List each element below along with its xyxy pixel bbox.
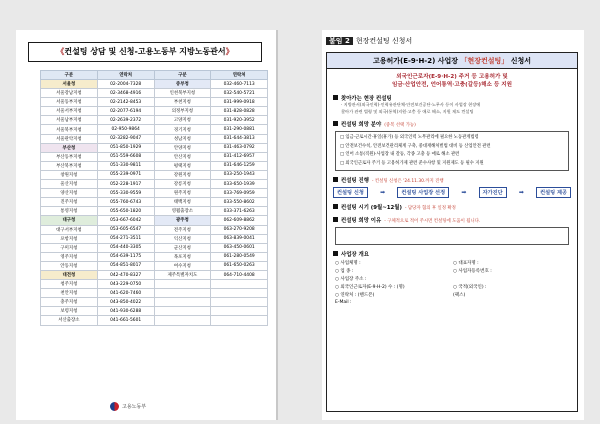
office-phone-cell: 043-229-0750 [97,280,154,289]
office-name-cell: 서울북부지청 [41,125,98,134]
office-name-cell [154,316,211,325]
attachment-title: 현장컨설팅 신청서 [355,37,413,45]
choice-checkbox[interactable]: □ 외국인근로자 주거 등 고용허가제 관련 준수사항 및 지원제도 등 필수 지원 [340,160,484,166]
office-name-cell [154,280,211,289]
office-name-cell: 강릉지청 [154,180,211,189]
office-name-cell: 성남지청 [154,134,211,143]
office-phone-cell: 032-460-7113 [211,80,268,89]
office-phone-cell: 061-280-0549 [211,252,268,261]
section-note: - 구체적으로 적어 주시면 컨설팅에 도움이 됩니다. [384,219,481,224]
table-row [41,189,268,198]
body-line: 찾아가 관련 법령 및 외국(통역)지원·고충 등 애로 해소, 지원 제도 컨설팅 [341,108,474,114]
table-row [41,270,268,279]
square-bullet-icon [333,204,338,209]
square-bullet-icon [333,121,338,126]
section-note: (중복 선택 가능) [384,123,416,128]
square-bullet-icon [333,251,338,256]
office-phone-cell: 041-930-6288 [97,307,154,316]
office-phone-cell: 031-412-6957 [211,152,268,161]
office-phone-cell [211,307,268,316]
office-name-cell: 울산지청 [41,180,98,189]
office-phone-cell: 02-3468-4916 [97,89,154,98]
header-phone: 연락처 [97,71,154,80]
info-row [335,276,571,284]
moel-logo [110,401,180,413]
office-phone-cell [211,316,268,325]
office-phone-cell: 063-450-0601 [211,243,268,252]
office-phone-cell [211,289,268,298]
offices-title [28,42,262,62]
info-field[interactable] [453,276,571,284]
flow-step: 자가진단 [479,187,507,198]
section-label: 컨설팅 희망 이유 [341,218,382,224]
office-phone-cell: 031-999-0918 [211,98,268,107]
info-field[interactable]: E-Mail : [335,300,352,305]
office-name-cell: 부산동부지청 [41,152,98,161]
office-name-cell: 포항지청 [41,234,98,243]
info-row [335,268,571,276]
info-field[interactable]: ○ 대표자명 : [453,261,479,266]
office-phone-cell: 052-228-1917 [97,180,154,189]
choice-list [335,131,569,171]
office-phone-cell: 02-3282-9047 [97,134,154,143]
office-phone-cell [211,298,268,307]
section-header [333,94,577,102]
office-name-cell: 안산지청 [154,152,211,161]
title-mark-close: 》 [225,47,234,56]
section-header [333,203,577,211]
office-name-cell [154,289,211,298]
title-mark-open: 《 [56,47,65,56]
table-row [41,170,268,179]
office-name-cell: 통영지청 [41,207,98,216]
section-note: - 담당자 협의 후 일정 확정 [404,206,456,211]
office-name-cell: 청주지청 [41,280,98,289]
info-field[interactable]: (팩스) [453,293,466,298]
form-title [327,53,577,69]
office-phone-cell: 031-646-1259 [211,161,268,170]
office-phone-cell: 031-920-3952 [211,116,268,125]
office-name-cell: 구미지청 [41,243,98,252]
office-phone-cell: 042-470-8327 [97,270,154,279]
flow-step: 컨설팅 사업장 선정 [397,187,449,198]
process-flow [333,187,571,198]
office-phone-cell: 063-839-0041 [211,234,268,243]
office-name-cell: 평택지청 [154,161,211,170]
office-phone-cell: 02-2142-8453 [97,98,154,107]
table-row [41,316,268,325]
office-name-cell: 충주지청 [41,298,98,307]
moel-seal-icon [110,402,119,411]
arrow-right-icon: ➡ [461,189,467,196]
table-row [41,289,268,298]
table-row [41,80,268,89]
office-phone-cell: 054-271-3511 [97,234,154,243]
choice-checkbox[interactable]: □ 안전보건수칙, 안전보건관리체계 구축, 중대재해처벌법 대비 등 산업안전 관련 [340,143,491,149]
offices-table [40,70,268,326]
office-phone-cell: 054-639-1175 [97,252,154,261]
office-name-cell: 군산지청 [154,243,211,252]
office-phone-cell: 054-851-8017 [97,261,154,270]
table-row [41,161,268,170]
office-phone-cell: 033-650-1939 [211,180,268,189]
office-name-cell: 서산출장소 [41,316,98,325]
table-row [41,143,268,152]
office-name-cell: 원주지청 [154,189,211,198]
office-name-cell [154,307,211,316]
table-row [41,125,268,134]
right-page [322,30,584,420]
table-row [41,107,268,116]
section-note: - 컨설팅 신청은 '24.11.30.까지 진행 [371,179,444,184]
table-row [41,152,268,161]
section-label: 찾아가는 현장 컨설팅 [341,96,392,102]
office-phone-cell: 051-559-6608 [97,152,154,161]
office-name-cell: 양산지청 [41,189,98,198]
office-phone-cell: 033-371-6263 [211,207,268,216]
office-phone-cell: 02-2077-6194 [97,107,154,116]
reason-input[interactable] [335,227,569,245]
office-phone-cell: 033-769-0959 [211,189,268,198]
table-row [41,280,268,289]
office-name-cell: 인천북부지청 [154,89,211,98]
section-header [333,120,577,128]
office-phone-cell: 061-650-0263 [211,261,268,270]
office-name-cell: 대전청 [41,270,98,279]
choice-checkbox[interactable]: □ 임금·근로시간·휴일(휴가) 등 외국인력 노무관리에 필요한 노동관계법령 [340,135,479,140]
table-row [41,261,268,270]
office-phone-cell: 055-239-0971 [97,170,154,179]
office-name-cell: 서울서부지청 [41,107,98,116]
table-row [41,216,268,225]
office-phone-cell: 02-2639-2372 [97,116,154,125]
table-row [41,225,268,234]
office-name-cell: 대구청 [41,216,98,225]
table-row [41,180,268,189]
table-row [41,116,268,125]
office-name-cell: 영월출장소 [154,207,211,216]
office-name-cell: 안동지청 [41,261,98,270]
info-row [335,260,571,268]
office-name-cell: 안양지청 [154,143,211,152]
office-name-cell: 강원지청 [154,170,211,179]
form-title-post: 신청서 [510,57,531,65]
office-phone-cell: 051-850-1929 [97,143,154,152]
office-phone-cell: 043-850-4022 [97,298,154,307]
form-title-pre: 고용허가(E-9·H-2) 사업장 [372,57,459,65]
office-name-cell: 대구서부지청 [41,225,98,234]
table-row [41,89,268,98]
header-region: 구분 [41,71,98,80]
attachment-label [326,36,412,46]
table-row [41,234,268,243]
header-phone: 연락처 [211,71,268,80]
office-phone-cell: 053-605-6547 [97,225,154,234]
section-label: 컨설팅 시기 (9월~12월) [341,205,402,211]
square-bullet-icon [333,95,338,100]
square-bullet-icon [333,217,338,222]
office-phone-cell: 041-661-5601 [97,316,154,325]
form-subtitle [327,73,577,89]
office-name-cell: 의정부지청 [154,107,211,116]
info-field[interactable]: ○ 사업장 주소 : [335,277,367,282]
office-name-cell: 진주지청 [41,198,98,207]
company-info [335,260,571,308]
section-label: 컨설팅 희망 분야 [341,122,382,128]
office-phone-cell: 031-828-0828 [211,107,268,116]
subtitle-line: 외국인근로자(E-9·H-2) 주거 등 고용허가 및 [396,74,508,80]
info-field[interactable]: ○ 연락처 : (핸드폰) [335,293,375,298]
office-name-cell [154,298,211,307]
section-body [341,102,569,115]
section-label: 사업장 개요 [341,252,369,258]
office-phone-cell: 051-330-9811 [97,161,154,170]
arrow-right-icon: ➡ [380,189,386,196]
table-row [41,307,268,316]
left-page [16,30,278,420]
info-field[interactable]: ○ 외국인근로자(E-9·H-2) 수 : (명) [335,285,405,290]
table-row [41,198,268,207]
office-phone-cell [211,280,268,289]
table-row [41,134,268,143]
flow-step: 컨설팅 신청 [333,187,368,198]
office-phone-cell: 063-270-9208 [211,225,268,234]
office-phone-cell: 032-540-5721 [211,89,268,98]
office-name-cell: 태백지청 [154,198,211,207]
office-phone-cell: 064-710-4408 [211,270,268,279]
subtitle-line: 임금·산업안전, 언어통역·고충(갈등)해소 등 지원 [392,82,512,88]
info-field[interactable]: ○ 국적(외국인) : [453,285,487,290]
office-phone-cell: 055-330-9559 [97,189,154,198]
attachment-tag: 붙임 2 [326,37,353,45]
office-name-cell: 서울동부지청 [41,98,98,107]
office-name-cell: 영주지청 [41,252,98,261]
section-header [333,216,577,224]
office-name-cell: 고양지청 [154,116,211,125]
flow-step: 컨설팅 제공 [536,187,571,198]
office-phone-cell: 033-250-1943 [211,170,268,179]
table-row [41,298,268,307]
application-form [326,52,578,412]
office-name-cell: 중부청 [154,80,211,89]
office-name-cell: 서울강남지청 [41,89,98,98]
office-name-cell: 서울남부지청 [41,116,98,125]
arrow-right-icon: ➡ [518,189,524,196]
offices-body [41,80,268,326]
office-phone-cell: 02-2004-7328 [97,80,154,89]
form-title-quote: 「현장컨설팅」 [460,57,509,65]
office-name-cell: 익산지청 [154,234,211,243]
section-header [333,176,577,184]
office-name-cell: 전주지청 [154,225,211,234]
office-name-cell: 제주특별자치도 [154,270,211,279]
section-label: 컨설팅 진행 [341,178,369,184]
office-name-cell: 광주청 [154,216,211,225]
office-name-cell: 보령지청 [41,307,98,316]
square-bullet-icon [333,177,338,182]
office-phone-cell: 031-290-0881 [211,125,268,134]
office-name-cell: 서울청 [41,80,98,89]
section-header [333,250,577,258]
office-phone-cell: 041-620-7460 [97,289,154,298]
office-phone-cell: 055-760-6743 [97,198,154,207]
info-row [335,292,571,300]
info-row [335,284,571,292]
choice-checkbox[interactable]: □ 언어 소통(직원)·사업장 내 갈등, 각종 고충 등 애로 해소 관련 [340,152,460,157]
info-field[interactable]: ○ 업 종 : [335,269,354,274]
logo-text: 고용노동부 [122,404,147,410]
office-phone-cell: 055-650-1820 [97,207,154,216]
office-name-cell: 경기지청 [154,125,211,134]
office-name-cell: 천안지청 [41,289,98,298]
header-region: 구분 [154,71,211,80]
title-text: 컨설팅 상담 및 신청-고용노동부 지방노동관서 [64,47,226,56]
info-field[interactable]: ○ 사업자등록번호 : [453,269,492,274]
office-phone-cell: 031-644-3813 [211,134,268,143]
office-phone-cell: 033-550-8602 [211,198,268,207]
office-phone-cell: 062-609-8862 [211,216,268,225]
office-phone-cell: 054-440-3305 [97,243,154,252]
info-row [335,300,571,308]
office-phone-cell: 053-667-6042 [97,216,154,225]
info-field[interactable] [453,300,571,308]
info-field[interactable]: ○ 사업체명 : [335,261,361,266]
office-name-cell: 여수지청 [154,261,211,270]
body-line: · 지방관서(외국인력)·인력유관단체·안전보건공단·노무사 등이 사업장 현장에 [341,102,481,107]
office-name-cell: 부천지청 [154,98,211,107]
table-row [41,252,268,261]
office-name-cell: 서울관악지청 [41,134,98,143]
office-name-cell: 부산북부지청 [41,161,98,170]
office-phone-cell: 02-950-9864 [97,125,154,134]
table-header-row [41,71,268,80]
office-name-cell: 목포지청 [154,252,211,261]
office-name-cell: 부산청 [41,143,98,152]
table-row [41,243,268,252]
office-name-cell: 창원지청 [41,170,98,179]
table-row [41,98,268,107]
office-phone-cell: 031-463-0792 [211,143,268,152]
table-row [41,207,268,216]
